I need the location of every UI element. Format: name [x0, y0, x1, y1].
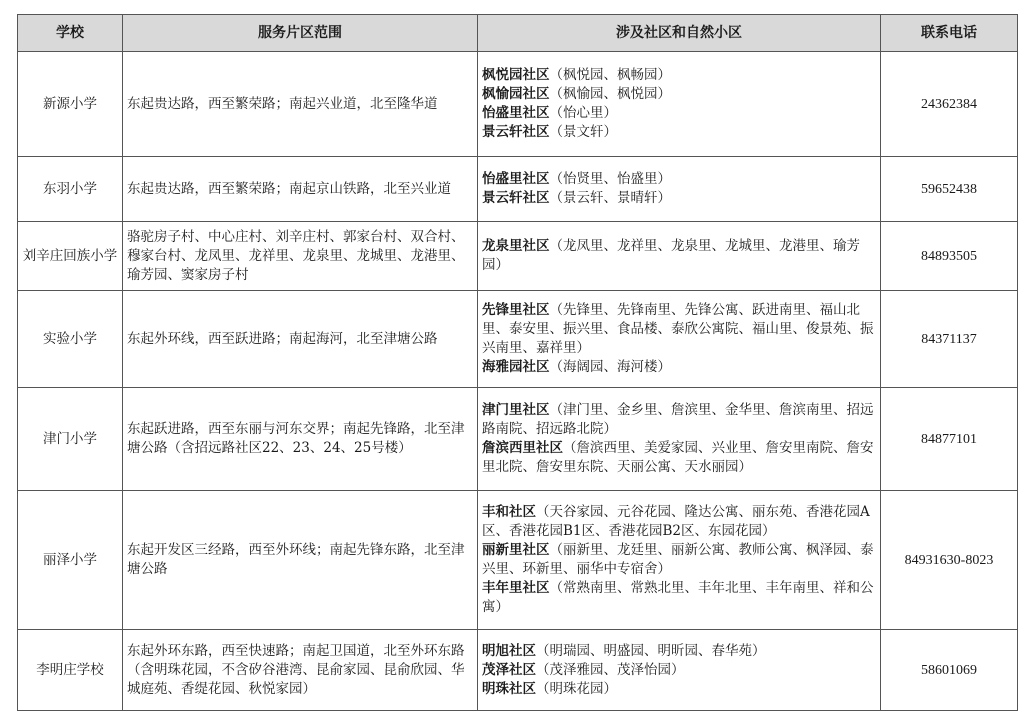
phone-cell: 84371137 — [881, 291, 1018, 388]
header-area: 服务片区范围 — [123, 15, 478, 52]
phone-cell: 84877101 — [881, 388, 1018, 491]
community-name: 先锋里社区 — [482, 302, 550, 318]
community-subdistricts: （丽新里、龙廷里、丽新公寓、教师公寓、枫泽园、泰兴里、环新里、丽华中专宿舍） — [482, 542, 874, 577]
community-subdistricts: （枫悦园、枫畅园） — [549, 67, 671, 83]
community-subdistricts: （怡贤里、怡盛里） — [549, 171, 671, 187]
community-subdistricts: （枫愉园、枫悦园） — [549, 86, 671, 102]
phone-cell: 84893505 — [881, 222, 1018, 291]
community-subdistricts: （景云轩、景晴轩） — [549, 190, 671, 206]
header-communities: 涉及社区和自然小区 — [478, 15, 881, 52]
community-subdistricts: （明瑞园、明盛园、明昕园、春华苑） — [536, 642, 766, 659]
school-name-cell: 新源小学 — [18, 52, 123, 157]
community-entry — [482, 579, 876, 617]
community-name: 明珠社区 — [482, 680, 536, 697]
school-name-cell: 津门小学 — [18, 388, 123, 491]
header-phone: 联系电话 — [881, 15, 1018, 52]
communities-cell — [478, 630, 881, 711]
table-row — [18, 157, 1018, 222]
community-name: 丰年里社区 — [482, 580, 550, 596]
table-row — [18, 222, 1018, 291]
community-entry — [482, 358, 876, 377]
community-subdistricts: （常熟南里、常熟北里、丰年北里、丰年南里、祥和公寓） — [482, 580, 874, 615]
community-entry — [482, 237, 876, 275]
communities-cell — [478, 157, 881, 222]
communities-cell — [478, 291, 881, 388]
community-entry — [482, 66, 876, 85]
communities-cell — [478, 491, 881, 630]
service-area-cell: 东起开发区三经路，西至外环线；南起先锋东路，北至津塘公路 — [123, 491, 478, 630]
community-name: 明旭社区 — [482, 642, 536, 659]
community-name: 景云轩社区 — [482, 124, 550, 140]
community-name: 怡盛里社区 — [482, 171, 550, 187]
service-area-cell: 东起跃进路，西至东丽与河东交界；南起先锋路，北至津塘公路（含招远路社区22、23、24、25号楼） — [123, 388, 478, 491]
community-entry — [482, 123, 876, 142]
community-name: 詹滨西里社区 — [482, 440, 563, 456]
header-school: 学校 — [18, 15, 123, 52]
table-header-row — [18, 15, 1018, 52]
community-name: 海雅园社区 — [482, 359, 550, 375]
school-name-cell: 实验小学 — [18, 291, 123, 388]
community-subdistricts: （龙凤里、龙祥里、龙泉里、龙城里、龙港里、瑜芳园） — [482, 238, 860, 273]
community-entry — [482, 301, 876, 358]
community-subdistricts: （景文轩） — [549, 124, 617, 140]
table-row — [18, 52, 1018, 157]
communities-cell — [478, 222, 881, 291]
phone-cell: 58601069 — [881, 630, 1018, 711]
community-name: 茂泽社区 — [482, 661, 536, 678]
community-entry — [482, 439, 876, 477]
community-entry — [482, 401, 876, 439]
community-entry — [482, 680, 876, 699]
community-name: 丽新里社区 — [482, 542, 550, 558]
service-area-cell: 骆驼房子村、中心庄村、刘辛庄村、郭家台村、双合村、穆家台村、龙凤里、龙祥里、龙泉里、龙城里、龙港里、瑜芳园、窦家房子村 — [123, 222, 478, 291]
communities-cell — [478, 388, 881, 491]
phone-cell: 59652438 — [881, 157, 1018, 222]
community-subdistricts: （明珠花园） — [536, 680, 617, 697]
community-entry — [482, 661, 876, 680]
community-subdistricts: （津门里、金乡里、詹滨里、金华里、詹滨南里、招远路南院、招远路北院） — [482, 402, 874, 437]
table-row — [18, 630, 1018, 711]
community-entry — [482, 170, 876, 189]
school-name-cell: 丽泽小学 — [18, 491, 123, 630]
community-entry — [482, 85, 876, 104]
phone-cell: 24362384 — [881, 52, 1018, 157]
school-district-table — [17, 14, 1018, 711]
school-name-cell: 刘辛庄回族小学 — [18, 222, 123, 291]
community-subdistricts: （茂泽雅园、茂泽怡园） — [536, 661, 685, 678]
community-name: 怡盛里社区 — [482, 105, 550, 121]
community-entry — [482, 104, 876, 123]
service-area-cell: 东起贵达路，西至繁荣路；南起京山铁路，北至兴业道 — [123, 157, 478, 222]
school-name-cell: 李明庄学校 — [18, 630, 123, 711]
community-subdistricts: （天谷家园、元谷花园、隆达公寓、丽东苑、香港花园A区、香港花园B1区、香港花园B2区、东园花园） — [482, 504, 870, 539]
school-district-table-wrapper — [17, 14, 1018, 711]
table-row — [18, 291, 1018, 388]
communities-cell — [478, 52, 881, 157]
phone-cell: 84931630-8023 — [881, 491, 1018, 630]
table-row — [18, 388, 1018, 491]
community-name: 龙泉里社区 — [482, 238, 550, 254]
community-name: 枫愉园社区 — [482, 86, 550, 102]
community-name: 津门里社区 — [482, 402, 550, 418]
community-subdistricts: （海阔园、海河楼） — [549, 359, 671, 375]
service-area-cell: 东起贵达路，西至繁荣路；南起兴业道，北至隆华道 — [123, 52, 478, 157]
community-entry — [482, 642, 876, 661]
community-name: 枫悦园社区 — [482, 67, 550, 83]
table-row — [18, 491, 1018, 630]
community-subdistricts: （先锋里、先锋南里、先锋公寓、跃进南里、福山北里、泰安里、振兴里、食品楼、泰欣公寓院、福山里、俊景苑、振兴南里、嘉祥里） — [482, 302, 874, 356]
community-name: 景云轩社区 — [482, 190, 550, 206]
community-subdistricts: （怡心里） — [549, 105, 617, 121]
community-entry — [482, 541, 876, 579]
community-entry — [482, 503, 876, 541]
service-area-cell: 东起外环线，西至跃进路；南起海河，北至津塘公路 — [123, 291, 478, 388]
community-subdistricts: （詹滨西里、美爱家园、兴业里、詹安里南院、詹安里北院、詹安里东院、天丽公寓、天水丽园） — [482, 440, 874, 475]
table-body — [18, 52, 1018, 711]
community-entry — [482, 189, 876, 208]
school-name-cell: 东羽小学 — [18, 157, 123, 222]
community-name: 丰和社区 — [482, 504, 536, 520]
service-area-cell: 东起外环东路，西至快速路；南起卫国道，北至外环东路（含明珠花园，不含矽谷港湾、昆俞家园、昆俞欣园、华城庭苑、香缇花园、秋悦家园） — [123, 630, 478, 711]
